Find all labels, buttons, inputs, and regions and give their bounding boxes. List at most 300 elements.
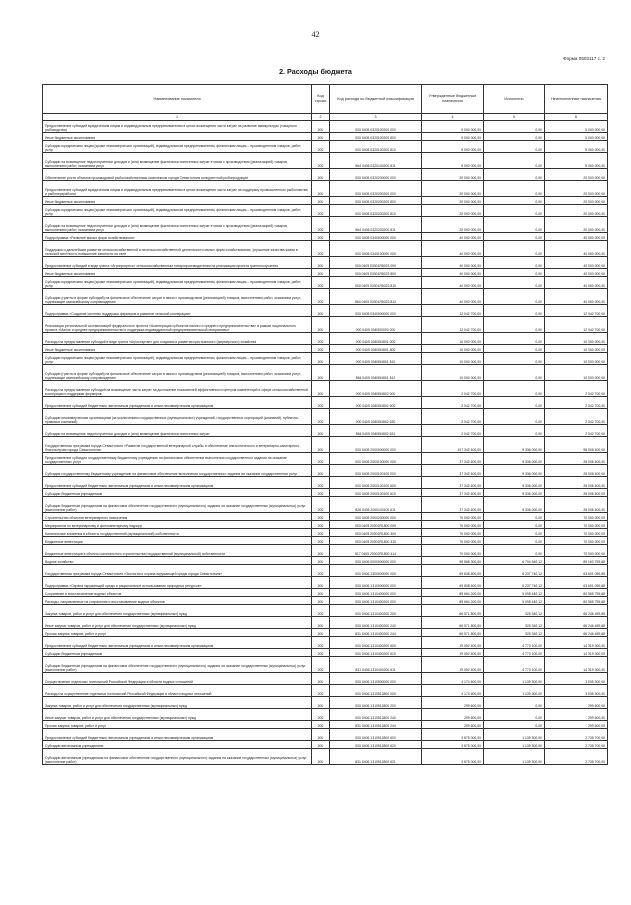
row-line-code: 200 [312, 649, 330, 657]
row-approved: 70 000 000,00 [422, 521, 484, 529]
row-executed: 0,00 [484, 121, 545, 133]
row-unexecuted: 40 000 000,00 [545, 257, 608, 269]
row-executed: 1 139 300,00 [484, 749, 545, 765]
row-expense-code: 817 0405 20002R1800 414 [330, 545, 422, 557]
row-unexecuted: 14 319 300,00 [545, 657, 608, 673]
row-name: Расходы на осуществление отдельных полномочий Российской Федерации в области водных отношений [43, 685, 312, 697]
row-approved: 20 000 000,00 [422, 217, 484, 233]
header-unexecuted: Неисполненные назначения [545, 85, 608, 114]
table-row [43, 465, 608, 477]
row-expense-code: 000 0405 034I554802 630 [330, 409, 422, 425]
row-expense-code: 000 0406 1310400200 610 [330, 649, 422, 657]
row-name: Субсидии автономным учреждениям [43, 741, 312, 749]
row-line-code: 200 [312, 465, 330, 477]
row-line-code: 200 [312, 597, 330, 605]
table-row [43, 181, 608, 197]
row-line-code: 200 [312, 697, 330, 709]
row-approved: 2 042 700,00 [422, 381, 484, 397]
row-line-code: 200 [312, 121, 330, 133]
column-number: 4 [422, 114, 484, 121]
row-executed: 1 139 300,00 [484, 741, 545, 749]
row-unexecuted: 2 735 700,00 [545, 741, 608, 749]
table-row [43, 121, 608, 133]
row-unexecuted: 63 601 059,88 [545, 577, 608, 589]
row-line-code: 200 [312, 605, 330, 617]
row-approved: 70 000 000,00 [422, 529, 484, 537]
row-approved: 85 664 200,00 [422, 589, 484, 597]
table-row [43, 169, 608, 181]
row-unexecuted: 10 000 000,00 [545, 353, 608, 365]
row-line-code: 200 [312, 425, 330, 437]
row-executed: 0,00 [484, 353, 545, 365]
row-expense-code: 000 0405 0340000000 000 [330, 305, 422, 317]
table-row [43, 685, 608, 697]
row-expense-code: 000 0405 0320200200 810 [330, 205, 422, 217]
row-approved: 20 000 000,00 [422, 169, 484, 181]
row-name: Иные закупки товаров, работ и услуг для обеспечения государственных (муниципальных) нужд [43, 617, 312, 629]
row-name: Субсидии юридическим лицам (кроме некоммерческих организаций), индивидуальным предпринимателям, физическим лицам – производителям товаров, работ, услуг [43, 141, 312, 153]
row-approved: 20 000 000,00 [422, 205, 484, 217]
table-row [43, 649, 608, 657]
row-approved: 299 600,00 [422, 721, 484, 729]
header-expense-code: Код расхода по бюджетной классификации [330, 85, 422, 114]
row-executed: 0,00 [484, 381, 545, 397]
row-expense-code: 000 0406 1310400200 240 [330, 617, 422, 629]
row-name: Субсидии (гранты в форме субсидий) на финансовое обеспечение затрат в связи с производством (реализацией) товаров, выполнением работ, оказанием услуг, подлежащие казначейскому сопровождению [43, 289, 312, 305]
table-row [43, 133, 608, 141]
row-unexecuted: 80 565 759,88 [545, 589, 608, 597]
table-row [43, 657, 608, 673]
row-executed: 0,00 [484, 409, 545, 425]
table-row [43, 565, 608, 577]
table-row [43, 545, 608, 557]
row-name: Закупка товаров, работ и услуг для обеспечения государственных (муниципальных) нужд [43, 697, 312, 709]
row-executed: 4 773 100,00 [484, 649, 545, 657]
row-expense-code: 000 0405 20002R1800 400 [330, 529, 422, 537]
table-row [43, 629, 608, 637]
row-name: Государственная программа города Севастополя «Развитие государственной ветеринарной службы и обеспечение эпизоотического и ветеринарно-санитарного благополучия города Севастополя» [43, 437, 312, 453]
row-expense-code: 000 0405 20002R1800 000 [330, 521, 422, 529]
row-expense-code: 000 0406 1310400200 600 [330, 637, 422, 649]
row-expense-code: 864 0405 03301R5023 812 [330, 289, 422, 305]
row-expense-code: 000 0405 034I554801 800 [330, 345, 422, 353]
row-name: Предоставление субсидий бюджетным, автономным учреждениям и иным некоммерческим организациям [43, 637, 312, 649]
row-line-code: 200 [312, 353, 330, 365]
row-approved: 107 342 400,00 [422, 437, 484, 453]
row-name: Субсидии бюджетным учреждениям [43, 649, 312, 657]
row-executed: 9 336 000,00 [484, 477, 545, 489]
row-expense-code: 000 0405 0320100200 810 [330, 141, 422, 153]
table-row [43, 153, 608, 169]
row-unexecuted: 28 006 400,00 [545, 453, 608, 465]
row-executed: 0,00 [484, 153, 545, 169]
row-approved: 10 000 000,00 [422, 353, 484, 365]
row-unexecuted: 20 000 000,00 [545, 169, 608, 181]
row-unexecuted: 28 006 400,00 [545, 489, 608, 497]
table-row [43, 749, 608, 765]
table-row [43, 513, 608, 521]
table-row [43, 453, 608, 465]
row-approved: 40 000 000,00 [422, 277, 484, 289]
row-expense-code: 000 0405 2000100100 000 [330, 465, 422, 477]
row-unexecuted: 5 000 000,00 [545, 133, 608, 141]
row-expense-code: 000 0405 2000100100 610 [330, 489, 422, 497]
row-unexecuted: 3 035 300,00 [545, 673, 608, 685]
row-line-code: 200 [312, 409, 330, 425]
row-executed: 0,00 [484, 545, 545, 557]
row-approved: 70 000 000,00 [422, 545, 484, 557]
row-line-code: 200 [312, 537, 330, 545]
row-expense-code: 000 0405 2000100000 000 [330, 453, 422, 465]
row-expense-code: 000 0405 034I554801 810 [330, 353, 422, 365]
row-name: Обеспечение роста объемов производимой рыбохозяйственным комплексом города Севастополя конкурентной рыбопродукции [43, 169, 312, 181]
table-row [43, 305, 608, 317]
row-line-code: 200 [312, 453, 330, 465]
row-line-code: 200 [312, 333, 330, 345]
table-row [43, 637, 608, 649]
row-unexecuted: 299 600,00 [545, 721, 608, 729]
row-approved: 2 042 700,00 [422, 425, 484, 437]
row-approved: 19 092 400,00 [422, 637, 484, 649]
row-name: Иные бюджетные ассигнования [43, 133, 312, 141]
row-executed: 0,00 [484, 721, 545, 729]
row-name: Сохранение и восстановление водных объектов [43, 589, 312, 597]
table-row [43, 437, 608, 453]
row-unexecuted: 10 000 000,00 [545, 365, 608, 381]
row-line-code: 200 [312, 217, 330, 233]
row-executed: 6 704 540,12 [484, 557, 545, 565]
row-approved: 37 342 400,00 [422, 497, 484, 513]
row-name: Бюджетные инвестиции в объекты капитального строительства государственной (муниципальной) собственности [43, 545, 312, 557]
row-expense-code: 000 0405 0320200200 800 [330, 197, 422, 205]
table-row [43, 409, 608, 425]
row-name: Подпрограмма «Охрана окружающей среды и рациональное использование природных ресурсов» [43, 577, 312, 589]
table-row [43, 697, 608, 709]
row-unexecuted: 66 246 459,88 [545, 629, 608, 637]
row-executed: 0,00 [484, 217, 545, 233]
table-row [43, 741, 608, 749]
row-expense-code: 000 0406 1310512800 000 [330, 685, 422, 697]
header-indicator-name: Наименование показателя [43, 85, 312, 114]
row-approved: 2 042 700,00 [422, 397, 484, 409]
header-line-code: Код строки [312, 85, 330, 114]
row-approved: 40 000 000,00 [422, 289, 484, 305]
row-approved: 3 875 000,00 [422, 749, 484, 765]
row-expense-code: 000 0405 0340100000 000 [330, 241, 422, 257]
row-unexecuted: 14 319 300,00 [545, 637, 608, 649]
row-expense-code: 000 0406 1310512800 200 [330, 697, 422, 709]
row-expense-code: 000 0405 034I554802 000 [330, 381, 422, 397]
row-unexecuted: 299 600,00 [545, 697, 608, 709]
row-expense-code: 864 0405 034I554802 631 [330, 425, 422, 437]
table-row [43, 257, 608, 269]
table-row [43, 489, 608, 497]
column-number-row [43, 114, 608, 121]
row-name: Прочая закупка товаров, работ и услуг [43, 629, 312, 637]
row-expense-code: 000 0406 1310000000 000 [330, 577, 422, 589]
row-approved: 37 342 400,00 [422, 489, 484, 497]
row-unexecuted: 12 042 700,00 [545, 317, 608, 333]
table-row [43, 477, 608, 489]
row-unexecuted: 5 000 000,00 [545, 141, 608, 153]
row-expense-code: 831 0406 1310400200 611 [330, 657, 422, 673]
row-expense-code: 000 0406 1310512800 240 [330, 709, 422, 721]
row-executed: 0,00 [484, 305, 545, 317]
row-line-code: 200 [312, 277, 330, 289]
row-executed: 1 139 300,00 [484, 729, 545, 741]
row-unexecuted: 70 000 000,00 [545, 545, 608, 557]
row-name: Государственная программа города Севастополя «Экология и охрана окружающей среды города Севастополя» [43, 565, 312, 577]
row-unexecuted: 5 000 000,00 [545, 121, 608, 133]
row-executed: 0,00 [484, 233, 545, 241]
row-approved: 37 342 400,00 [422, 477, 484, 489]
row-unexecuted: 98 006 400,00 [545, 437, 608, 453]
row-executed: 0,00 [484, 289, 545, 305]
row-approved: 3 875 000,00 [422, 741, 484, 749]
row-line-code: 200 [312, 545, 330, 557]
column-number: 6 [545, 114, 608, 121]
row-executed: 6 237 740,12 [484, 577, 545, 589]
row-executed: 5 098 440,12 [484, 589, 545, 597]
row-line-code: 200 [312, 397, 330, 409]
table-row [43, 241, 608, 257]
expenditure-table [42, 84, 608, 765]
row-name: Капитальные вложения в объекты государственной (муниципальной) собственности [43, 529, 312, 537]
row-expense-code: 000 0405 034I554802 600 [330, 397, 422, 409]
row-expense-code: 000 0405 0320200200 000 [330, 181, 422, 197]
row-executed: 1 139 300,00 [484, 685, 545, 697]
row-approved: 70 000 000,00 [422, 513, 484, 521]
row-line-code: 200 [312, 685, 330, 697]
row-unexecuted: 80 565 759,88 [545, 597, 608, 605]
row-approved: 70 000 000,00 [422, 537, 484, 545]
row-line-code: 200 [312, 133, 330, 141]
row-approved: 5 000 000,00 [422, 121, 484, 133]
row-approved: 2 042 700,00 [422, 409, 484, 425]
row-line-code: 200 [312, 169, 330, 181]
row-line-code: 200 [312, 589, 330, 597]
row-approved: 20 000 000,00 [422, 181, 484, 197]
row-approved: 69 838 600,00 [422, 577, 484, 589]
row-executed: 0,00 [484, 365, 545, 381]
row-line-code: 200 [312, 381, 330, 397]
row-approved: 40 000 000,00 [422, 233, 484, 241]
column-number: 1 [43, 114, 312, 121]
table-row [43, 589, 608, 597]
row-expense-code: 000 0405 0320100200 800 [330, 133, 422, 141]
row-executed: 0,00 [484, 205, 545, 217]
row-unexecuted: 63 601 059,88 [545, 565, 608, 577]
row-line-code: 200 [312, 557, 330, 565]
row-name: Закупка товаров, работ и услуг для обеспечения государственных (муниципальных) нужд [43, 605, 312, 617]
row-expense-code: 000 0405 0320100200 000 [330, 121, 422, 133]
row-line-code: 200 [312, 241, 330, 257]
row-line-code: 200 [312, 529, 330, 537]
table-row [43, 605, 608, 617]
row-executed: 5 098 440,12 [484, 597, 545, 605]
row-approved: 69 838 600,00 [422, 565, 484, 577]
row-unexecuted: 28 006 400,00 [545, 497, 608, 513]
row-name: Подпрограмма «Создание системы поддержки фермеров и развитие сельской кооперации» [43, 305, 312, 317]
table-header-row [43, 85, 608, 114]
table-row [43, 673, 608, 685]
row-line-code: 200 [312, 317, 330, 333]
row-expense-code: 000 0405 2000200000 000 [330, 513, 422, 521]
table-row [43, 205, 608, 217]
row-executed: 0,00 [484, 277, 545, 289]
row-line-code: 200 [312, 617, 330, 629]
row-name: Поддержка и дальнейшее развитие сельскохозяйственной и несельскохозяйственной деятельности малых форм хозяйствования, улучшение качества жизни в сельской местности, повышение занятости на селе [43, 241, 312, 257]
row-executed: 9 336 000,00 [484, 465, 545, 477]
row-approved: 10 000 000,00 [422, 333, 484, 345]
row-line-code: 200 [312, 181, 330, 197]
row-executed: 9 336 000,00 [484, 453, 545, 465]
row-unexecuted: 40 000 000,00 [545, 277, 608, 289]
row-unexecuted: 3 035 300,00 [545, 685, 608, 697]
row-name: Строительство объектов ветеринарного назначения [43, 513, 312, 521]
row-unexecuted: 28 006 400,00 [545, 465, 608, 477]
row-line-code: 200 [312, 233, 330, 241]
row-expense-code: 831 0406 1310400200 244 [330, 629, 422, 637]
table-row [43, 709, 608, 721]
row-executed: 0,00 [484, 697, 545, 709]
row-name: Подпрограмма «Развитие малых форм хозяйствования» [43, 233, 312, 241]
row-name: Субсидии (гранты в форме субсидий) на финансовое обеспечение затрат в связи с производством (реализацией) товаров, выполнением работ, оказанием услуг, подлежащие казначейскому сопровождению [43, 365, 312, 381]
row-approved: 40 000 000,00 [422, 241, 484, 257]
row-expense-code: 831 0406 1310512800 244 [330, 721, 422, 729]
row-line-code: 200 [312, 365, 330, 381]
row-approved: 10 000 000,00 [422, 345, 484, 353]
row-executed: 9 336 000,00 [484, 489, 545, 497]
row-name: Субсидии автономным учреждениям на финансовое обеспечение государственного (муниципального) задания на оказание государственных (муниципальных) услуг (выполнение работ) [43, 749, 312, 765]
row-expense-code: 000 0405 0340000000 000 [330, 233, 422, 241]
row-unexecuted: 89 163 759,88 [545, 557, 608, 565]
table-row [43, 617, 608, 629]
row-line-code: 200 [312, 141, 330, 153]
row-line-code: 200 [312, 289, 330, 305]
row-name: Субсидии юридическим лицам (кроме некоммерческих организаций), индивидуальным предпринимателям, физическим лицам – производителям товаров, работ, услуг [43, 277, 312, 289]
row-executed: 0,00 [484, 317, 545, 333]
section-title: 2. Расходы бюджета [279, 67, 352, 76]
row-approved: 19 092 400,00 [422, 657, 484, 673]
row-executed: 0,00 [484, 425, 545, 437]
row-expense-code: 000 0406 1310400200 000 [330, 597, 422, 605]
row-approved: 299 600,00 [422, 709, 484, 721]
table-row [43, 381, 608, 397]
row-unexecuted: 10 000 000,00 [545, 333, 608, 345]
row-executed: 0,00 [484, 513, 545, 521]
table-row [43, 577, 608, 589]
row-executed: 0,00 [484, 709, 545, 721]
row-name: Предоставление субсидий бюджетным, автономным учреждениям и иным некоммерческим организациям [43, 477, 312, 489]
row-name: Субсидии юридическим лицам (кроме некоммерческих организаций), индивидуальным предпринимателям, физическим лицам – производителям товаров, работ, услуг [43, 205, 312, 217]
row-name: Иные бюджетные ассигнования [43, 269, 312, 277]
row-line-code: 200 [312, 577, 330, 589]
page-number: 42 [311, 30, 320, 39]
row-name: Предоставление субсидий бюджетным, автономным учреждениям и иным некоммерческим организациям [43, 397, 312, 409]
row-approved: 66 571 800,00 [422, 629, 484, 637]
row-unexecuted: 40 000 000,00 [545, 269, 608, 277]
table-row [43, 345, 608, 353]
row-approved: 85 664 200,00 [422, 597, 484, 605]
row-expense-code: 000 0405 2000000000 000 [330, 437, 422, 453]
row-line-code: 200 [312, 521, 330, 529]
row-executed: 325 340,12 [484, 617, 545, 629]
row-approved: 5 000 000,00 [422, 133, 484, 141]
row-unexecuted: 70 000 000,00 [545, 537, 608, 545]
row-unexecuted: 2 042 700,00 [545, 409, 608, 425]
column-number: 5 [484, 114, 545, 121]
row-executed: 1 139 300,00 [484, 673, 545, 685]
row-unexecuted: 10 000 000,00 [545, 345, 608, 353]
row-unexecuted: 2 735 700,00 [545, 749, 608, 765]
row-expense-code: 000 0406 1310500000 000 [330, 673, 422, 685]
row-line-code: 200 [312, 741, 330, 749]
row-executed: 0,00 [484, 197, 545, 205]
row-line-code: 200 [312, 477, 330, 489]
row-unexecuted: 40 000 000,00 [545, 233, 608, 241]
row-executed: 0,00 [484, 257, 545, 269]
row-name: Расходы на предоставление субсидий в виде гранта «Агростартап» для создания и развития крестьянского (фермерского) хозяйства [43, 333, 312, 345]
row-name: Предоставление субсидий юридическим лицам и индивидуальным предпринимателям в целях возмещения части затрат на развитие аквакультуры (товарного рыбоводства) [43, 121, 312, 133]
row-name: Предоставление субсидий бюджетным, автономным учреждениям и иным некоммерческим организациям [43, 729, 312, 741]
row-approved: 12 042 700,00 [422, 317, 484, 333]
row-name: Субсидии некоммерческим организациям (за исключением государственных (муниципальных) учреждений, государственных корпораций (компаний), публично-правовых компаний) [43, 409, 312, 425]
row-approved: 37 342 400,00 [422, 465, 484, 477]
row-approved: 4 174 600,00 [422, 685, 484, 697]
table-row [43, 597, 608, 605]
row-approved: 95 868 300,00 [422, 557, 484, 565]
row-approved: 10 000 000,00 [422, 365, 484, 381]
row-unexecuted: 20 000 000,00 [545, 205, 608, 217]
row-name: Расходы, направленные на сохранение и восстановление водных объектов [43, 597, 312, 605]
table-row [43, 397, 608, 409]
row-approved: 4 174 600,00 [422, 673, 484, 685]
table-row [43, 365, 608, 381]
row-line-code: 200 [312, 257, 330, 269]
row-unexecuted: 2 042 700,00 [545, 425, 608, 437]
row-approved: 40 000 000,00 [422, 269, 484, 277]
row-unexecuted: 2 042 700,00 [545, 381, 608, 397]
table-row [43, 141, 608, 153]
row-line-code: 200 [312, 153, 330, 169]
row-line-code: 200 [312, 197, 330, 205]
table-row [43, 277, 608, 289]
row-expense-code: 000 0405 2000100100 600 [330, 477, 422, 489]
row-executed: 4 773 100,00 [484, 657, 545, 673]
row-executed: 0,00 [484, 241, 545, 257]
row-executed: 0,00 [484, 181, 545, 197]
row-executed: 0,00 [484, 537, 545, 545]
row-expense-code: 864 0405 034I554801 812 [330, 365, 422, 381]
form-code: Форма 0503117 с. 2 [563, 56, 605, 61]
row-expense-code: 864 0405 0320100200 811 [330, 153, 422, 169]
row-expense-code: 000 0405 034I554801 000 [330, 333, 422, 345]
row-expense-code: 000 0406 1310400200 200 [330, 605, 422, 617]
row-approved: 66 571 800,00 [422, 617, 484, 629]
row-expense-code: 000 0406 0000000000 000 [330, 557, 422, 565]
table-row [43, 353, 608, 365]
row-approved: 299 600,00 [422, 697, 484, 709]
row-expense-code: 864 0405 0320200200 811 [330, 217, 422, 233]
table-row [43, 721, 608, 729]
table-row [43, 233, 608, 241]
row-line-code: 200 [312, 729, 330, 741]
table-row [43, 289, 608, 305]
row-approved: 3 875 000,00 [422, 729, 484, 741]
row-unexecuted: 40 000 000,00 [545, 289, 608, 305]
row-approved: 5 000 000,00 [422, 153, 484, 169]
